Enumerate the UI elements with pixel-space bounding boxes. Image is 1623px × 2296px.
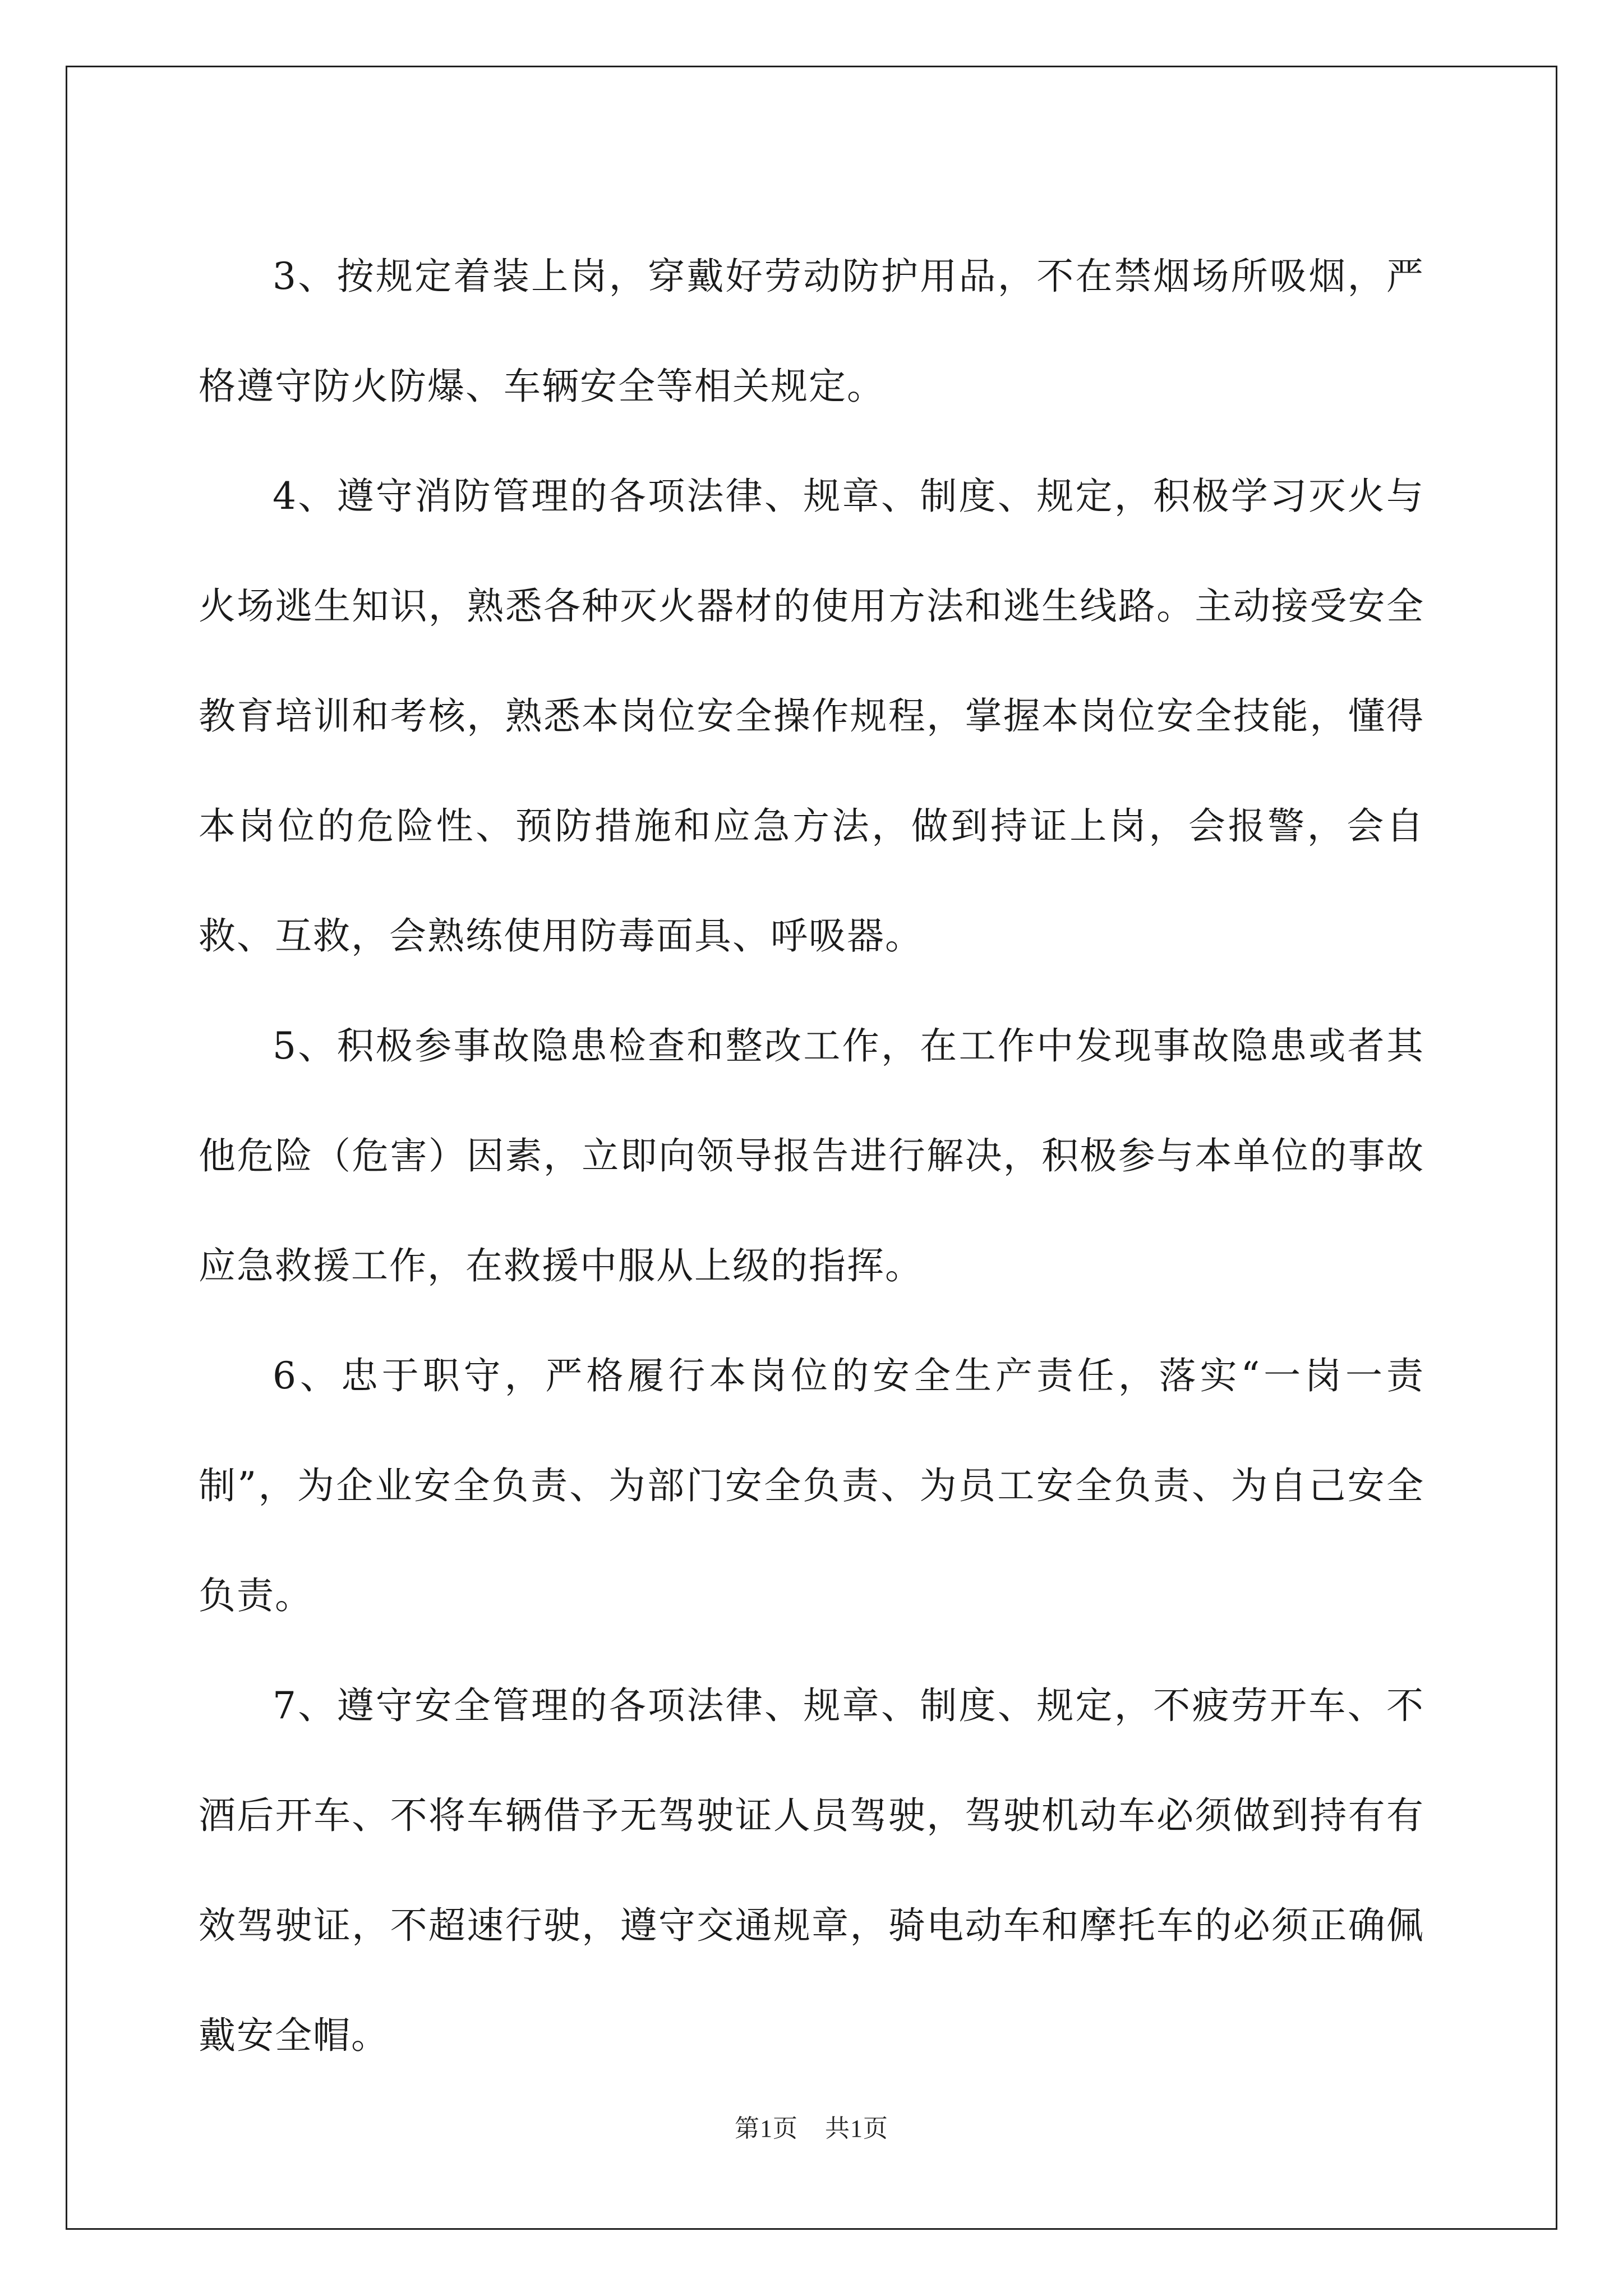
page-total: 共1页 [825, 2115, 888, 2142]
page-number: 第1页 [735, 2115, 798, 2142]
document-body [199, 222, 1424, 2091]
paragraph-7: 7、遵守安全管理的各项法律、规章、制度、规定，不疲劳开车、不酒后开车、不将车辆借予无驾驶证人员驾驶，驾驶机动车必须做到持有有效驾驶证，不超速行驶，遵守交通规章，骑电动车和摩托车的必须正确佩戴安全帽。 [199, 1684, 1424, 2057]
paragraph-4: 4、遵守消防管理的各项法律、规章、制度、规定，积极学习灭火与火场逃生知识，熟悉各种灭火器材的使用方法和逃生线路。主动接受安全教育培训和考核，熟悉本岗位安全操作规程，掌握本岗位安全技能，懂得本岗位的危险性、预防措施和应急方法，做到持证上岗，会报警，会自救、互救，会熟练使用防毒面具、呼吸器。 [199, 475, 1424, 958]
paragraph-5: 5、积极参事故隐患检查和整改工作，在工作中发现事故隐患或者其他危险（危害）因素，立即向领导报告进行解决，积极参与本单位的事故应急救援工作，在救援中服从上级的指挥。 [199, 1024, 1424, 1287]
paragraph-6: 6、忠于职守，严格履行本岗位的安全生产责任，落实“一岗一责制”，为企业安全负责、为部门安全负责、为员工安全负责、为自己安全负责。 [199, 1354, 1424, 1617]
paragraph-3: 3、按规定着装上岗，穿戴好劳动防护用品，不在禁烟场所吸烟，严格遵守防火防爆、车辆安全等相关规定。 [199, 255, 1424, 408]
page-footer [0, 2108, 1623, 2144]
